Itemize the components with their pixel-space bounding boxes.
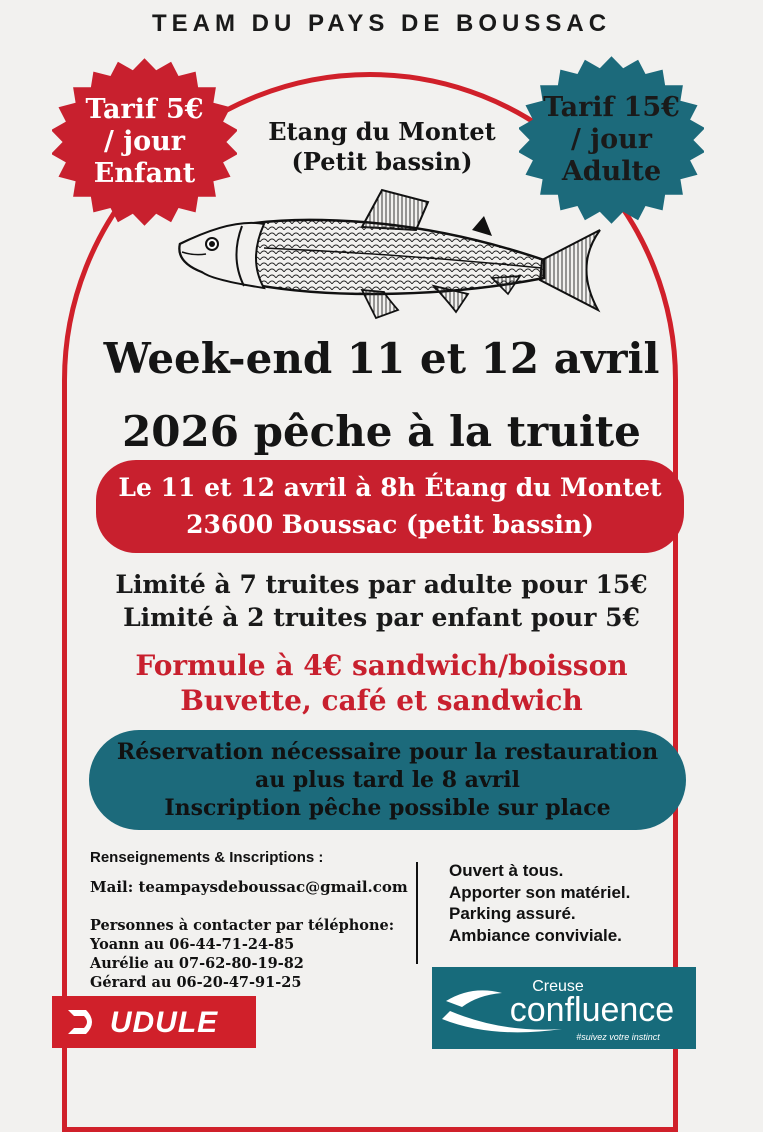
- adult-price-line2: / jour: [571, 124, 652, 156]
- contact-email: Mail: teampaysdeboussac@gmail.com: [90, 878, 408, 896]
- venue-name: [242, 117, 522, 177]
- date-location-banner: [96, 460, 684, 553]
- contact-phone-heading: Personnes à contacter par téléphone:: [90, 917, 395, 934]
- reservation-line2: au plus tard le 8 avril: [254, 766, 521, 793]
- child-price-line3: Enfant: [93, 157, 196, 189]
- note-atmosphere: Ambiance conviviale.: [449, 925, 622, 945]
- contact-phone-gerard: Gérard au 06-20-47-91-25: [90, 974, 302, 991]
- udule-logo-icon: [52, 996, 256, 1048]
- refreshments-text: Buvette, café et sandwich: [180, 684, 583, 717]
- adult-price-line1: Tarif 15€: [543, 92, 680, 124]
- udule-sponsor-logo: [52, 996, 256, 1048]
- note-parking: Parking assuré.: [449, 904, 576, 923]
- contact-heading: Renseignements & Inscriptions :: [90, 849, 324, 866]
- headline-line1: Week-end 11 et 12 avril: [103, 334, 660, 383]
- venue-line1: Etang du Montet: [268, 117, 496, 146]
- trout-fish-icon: [172, 182, 602, 332]
- svg-text:confluence: confluence: [509, 991, 675, 1029]
- child-price-line2: / jour: [104, 126, 185, 158]
- child-price-line1: Tarif 5€: [85, 94, 204, 126]
- contact-phone-aurelie: Aurélie au 07-62-80-19-82: [90, 955, 304, 972]
- reservation-line3: Inscription pêche possible sur place: [164, 795, 611, 822]
- creuse-confluence-sponsor-logo: [432, 967, 696, 1049]
- date-banner-line2: 23600 Boussac (petit bassin): [186, 509, 594, 539]
- venue-line2: (Petit bassin): [291, 147, 473, 176]
- svg-text:#suivez votre instinct: #suivez votre instinct: [576, 1032, 660, 1042]
- vertical-divider: [416, 862, 418, 964]
- adult-price-line3: Adulte: [561, 155, 662, 187]
- svg-text:Creuse: Creuse: [532, 978, 584, 995]
- contact-phone-yoann: Yoann au 06-44-71-24-85: [90, 936, 295, 953]
- adult-limit-text: Limité à 7 truites par adulte pour 15€: [115, 570, 648, 599]
- note-open-to-all: Ouvert à tous.: [449, 861, 564, 880]
- date-banner-line1: Le 11 et 12 avril à 8h Étang du Montet: [118, 473, 662, 503]
- headline-line2: 2026 pêche à la truite: [122, 407, 641, 456]
- page-header-title: TEAM DU PAYS DE BOUSSAC: [151, 10, 612, 37]
- svg-text:UDULE: UDULE: [109, 1006, 219, 1039]
- reservation-line1: Réservation nécessaire pour la restauration: [116, 738, 659, 765]
- child-limit-text: Limité à 2 truites par enfant pour 5€: [123, 603, 640, 632]
- food-formula-text: Formule à 4€ sandwich/boisson: [135, 649, 628, 682]
- event-notes-list: [449, 860, 630, 946]
- reservation-banner: [89, 730, 686, 830]
- note-bring-gear: Apporter son matériel.: [449, 882, 631, 902]
- creuse-confluence-logo-icon: [432, 967, 696, 1049]
